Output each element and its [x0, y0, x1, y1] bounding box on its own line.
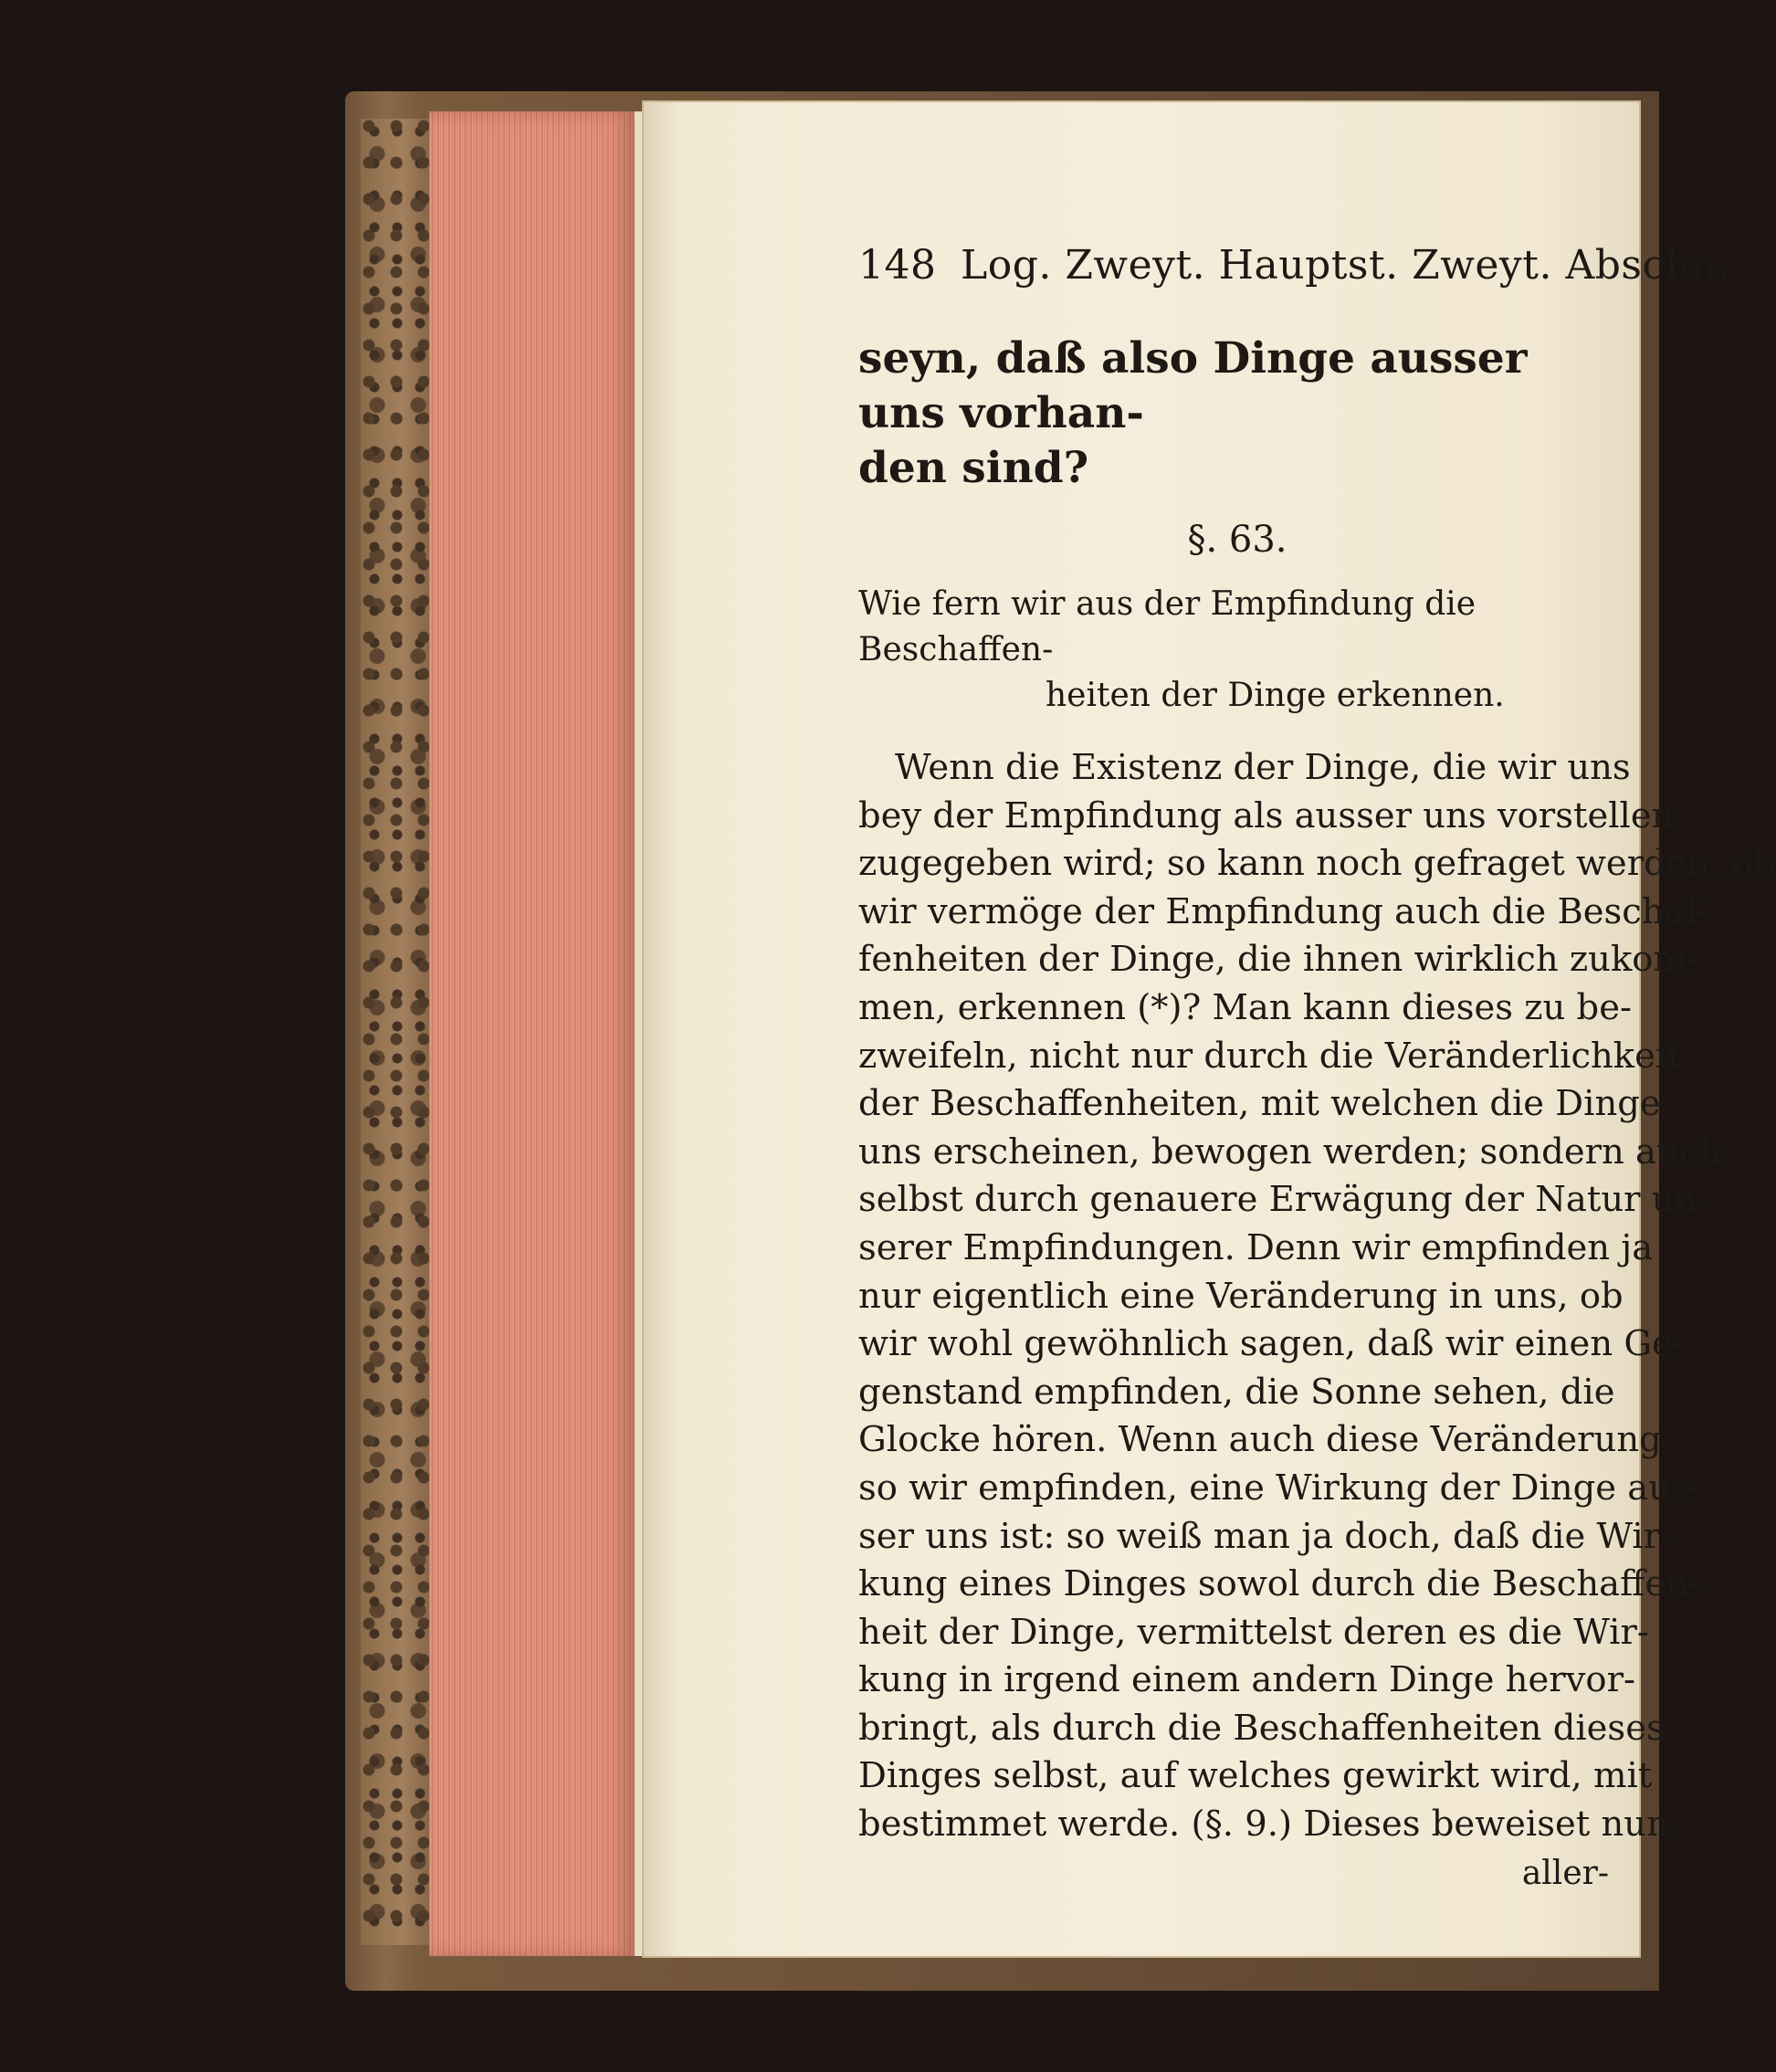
- body-line: Dinges selbst, auf welches gewirkt wird, mit: [858, 1755, 1653, 1797]
- catchword: aller-: [1521, 1854, 1609, 1892]
- page-edges: [429, 111, 635, 1956]
- body-line: bringt, als durch die Beschaffenheiten dieses: [858, 1707, 1665, 1749]
- body-line: bey der Empfindung als ausser uns vorstellen,: [858, 794, 1686, 836]
- body-line: wir vermöge der Empfindung auch die Beschaf-: [858, 890, 1709, 932]
- page-text: [858, 233, 1776, 1892]
- body-line: men, erkennen (*)? Man kann dieses zu be-: [858, 986, 1632, 1028]
- body-line: zugegeben wird; so kann noch gefraget werden, ob: [858, 843, 1776, 885]
- body-text: [858, 744, 1776, 1849]
- body-line: heit der Dinge, vermittelst deren es die Wir-: [858, 1611, 1649, 1653]
- body-line: bestimmet werde. (§. 9.) Dieses beweiset nun: [858, 1804, 1669, 1846]
- body-line: kung eines Dinges sowol durch die Beschaffen-: [858, 1563, 1701, 1605]
- body-line: wir wohl gewöhnlich sagen, daß wir einen Ge-: [858, 1323, 1685, 1365]
- body-line: nur eigentlich eine Veränderung in uns, ob: [858, 1275, 1624, 1317]
- running-head: Log. Zweyt. Hauptst. Zweyt. Abschn.: [961, 242, 1731, 289]
- body-line: kung in irgend einem andern Dinge hervor-: [858, 1659, 1635, 1701]
- body-line: Glocke hören. Wenn auch diese Veränderung: [858, 1419, 1662, 1461]
- body-line: zweifeln, nicht nur durch die Veränderlichkeit: [858, 1035, 1681, 1077]
- section-number: §. 63.: [1187, 519, 1287, 561]
- summary-line: heiten der Dinge erkennen.: [1046, 677, 1505, 714]
- body-line: so wir empfinden, eine Wirkung der Dinge aus-: [858, 1467, 1701, 1509]
- page-header: [858, 233, 1731, 297]
- body-line: Wenn die Existenz der Dinge, die wir uns: [895, 747, 1631, 788]
- continuation-line: seyn, daß also Dinge ausser uns vorhan-: [858, 333, 1528, 438]
- section-summary: [858, 582, 1616, 719]
- page-number: 148: [858, 242, 937, 289]
- continuation-heading: [858, 331, 1616, 496]
- body-line: der Beschaffenheiten, mit welchen die Dinge: [858, 1083, 1661, 1125]
- body-line: uns erscheinen, bewogen werden; sondern auch: [858, 1131, 1722, 1173]
- body-line: genstand empfinden, die Sonne sehen, die: [858, 1371, 1615, 1413]
- body-line: ser uns ist: so weiß man ja doch, daß die Wir-: [858, 1515, 1673, 1557]
- continuation-line: den sind?: [858, 443, 1089, 493]
- body-line: serer Empfindungen. Denn wir empfinden ja: [858, 1226, 1654, 1268]
- summary-line: Wie fern wir aus der Empfindung die Beschaffen-: [858, 585, 1476, 668]
- body-line: selbst durch genauere Erwägung der Natur un-: [858, 1179, 1709, 1221]
- body-line: fenheiten der Dinge, die ihnen wirklich zukom-: [858, 939, 1698, 981]
